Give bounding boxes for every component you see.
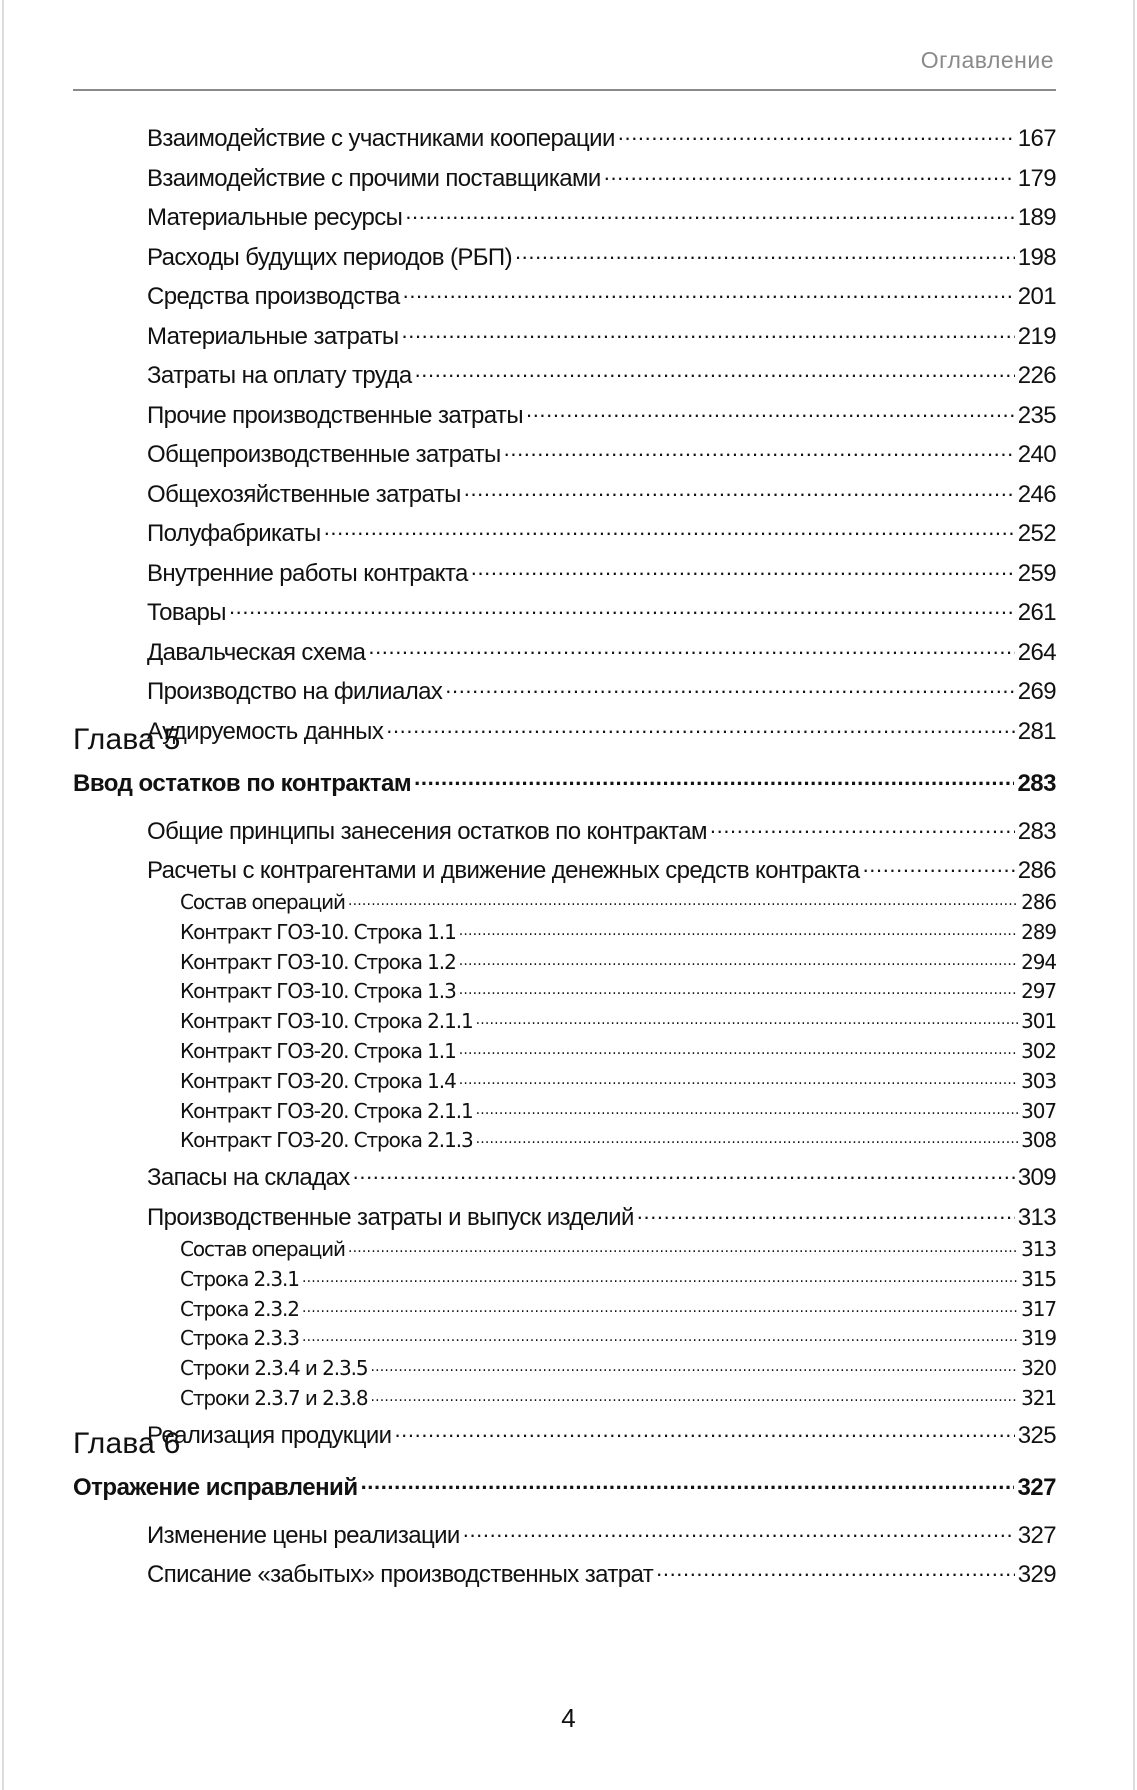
- toc-entry-title: Контракт ГОЗ-20. Строка 1.1: [180, 1039, 456, 1063]
- toc-entry[interactable]: [147, 1161, 1056, 1192]
- dot-leader: [526, 399, 1015, 423]
- dot-leader: [459, 1038, 1018, 1058]
- toc-entry-title: Средства производства: [147, 283, 400, 310]
- dot-leader: [229, 596, 1015, 620]
- toc-subentry[interactable]: [180, 1068, 1056, 1093]
- toc-entry[interactable]: [147, 517, 1056, 548]
- chapter-title-row[interactable]: [73, 767, 1056, 798]
- toc-entry-page: 329: [1017, 1561, 1056, 1589]
- toc-entry-page: 283: [1017, 769, 1056, 797]
- toc-entry[interactable]: [147, 596, 1056, 627]
- toc-entry-page: 240: [1017, 441, 1056, 468]
- dot-leader: [637, 1201, 1015, 1225]
- dot-leader: [476, 1127, 1019, 1147]
- toc-entry-title: Полуфабрикаты: [147, 520, 321, 547]
- toc-entry-title: Реализация продукции: [147, 1421, 392, 1449]
- toc-entry[interactable]: [147, 162, 1056, 193]
- toc-entry-title: Строка 2.3.2: [180, 1296, 299, 1321]
- toc-entry[interactable]: [147, 815, 1056, 846]
- toc-entry-page: 315: [1021, 1266, 1056, 1291]
- toc-entry-page: 308: [1021, 1128, 1056, 1153]
- toc-entry-page: 294: [1021, 949, 1056, 974]
- toc-entry-title: Производственные затраты и выпуск изделий: [147, 1203, 634, 1231]
- toc-entry[interactable]: [147, 715, 1056, 746]
- dot-leader: [302, 1325, 1018, 1345]
- dot-leader: [368, 636, 1014, 660]
- toc-entry-page: 301: [1021, 1009, 1056, 1034]
- toc-entry-page: 320: [1021, 1356, 1056, 1381]
- dot-leader: [476, 1008, 1019, 1028]
- toc-entry[interactable]: [147, 854, 1056, 885]
- toc-entry-page: 302: [1021, 1039, 1056, 1063]
- chapter-label: Глава 5: [73, 722, 181, 756]
- toc-entry-title: Контракт ГОЗ-10. Строка 1.1: [180, 919, 456, 944]
- toc-entry-title: Взаимодействие с прочими поставщиками: [147, 164, 601, 192]
- toc-entry-page: 321: [1021, 1385, 1056, 1410]
- dot-leader: [370, 1355, 1018, 1375]
- toc-entry-page: 235: [1017, 401, 1056, 429]
- toc-entry-title: Материальные ресурсы: [147, 204, 403, 231]
- toc-entry-title: Строка 2.3.1: [180, 1266, 299, 1291]
- chapter-title-row[interactable]: [73, 1471, 1056, 1502]
- dot-leader: [464, 478, 1015, 502]
- dot-leader: [353, 1161, 1015, 1185]
- dot-leader: [324, 517, 1015, 541]
- dot-leader: [459, 978, 1018, 998]
- toc-subentry[interactable]: [180, 1038, 1056, 1063]
- dot-leader: [604, 162, 1015, 186]
- toc-entry-title: Состав операций: [180, 1236, 345, 1261]
- dot-leader: [405, 201, 1014, 225]
- toc-entry[interactable]: [147, 1558, 1056, 1589]
- dot-leader: [414, 767, 1014, 791]
- toc-entry-title: Давальческая схема: [147, 638, 366, 666]
- dot-leader: [476, 1098, 1019, 1118]
- toc-entry[interactable]: [147, 1419, 1056, 1450]
- toc-subentry[interactable]: [180, 1355, 1056, 1380]
- toc-entry-page: 261: [1017, 599, 1056, 626]
- dot-leader: [415, 359, 1015, 383]
- toc-subentry[interactable]: [180, 1127, 1056, 1152]
- toc-entry[interactable]: [147, 241, 1056, 272]
- toc-entry-title: Контракт ГОЗ-10. Строка 2.1.1: [180, 1009, 473, 1034]
- toc-subentry[interactable]: [180, 1325, 1056, 1350]
- toc-subentry[interactable]: [180, 1266, 1056, 1291]
- toc-entry-title: Общехозяйственные затраты: [147, 480, 461, 508]
- toc-entry-title: Строки 2.3.4 и 2.3.5: [180, 1356, 368, 1381]
- toc-entry-title: Контракт ГОЗ-10. Строка 1.3: [180, 979, 456, 1004]
- toc-entry-title: Строка 2.3.3: [180, 1326, 299, 1351]
- toc-entry-page: 179: [1017, 164, 1056, 192]
- dot-leader: [656, 1558, 1015, 1582]
- toc-entry-page: 309: [1017, 1164, 1056, 1192]
- dot-leader: [394, 1419, 1014, 1443]
- toc-entry[interactable]: [147, 478, 1056, 509]
- chapter-label: Глава 6: [73, 1426, 181, 1460]
- toc-entry-page: 327: [1017, 1473, 1056, 1501]
- toc-entry-title: Отражение исправлений: [73, 1473, 358, 1501]
- toc-entry-title: Аудируемость данных: [147, 717, 384, 745]
- toc-subentry[interactable]: [180, 1296, 1056, 1321]
- toc-entry[interactable]: [147, 201, 1056, 232]
- toc-entry-page: 303: [1021, 1068, 1056, 1093]
- header-rule: [73, 89, 1056, 91]
- toc-entry-title: Расходы будущих периодов (РБП): [147, 243, 512, 271]
- toc-entry-title: Контракт ГОЗ-20. Строка 1.4: [180, 1068, 456, 1093]
- toc-entry-page: 219: [1017, 322, 1056, 350]
- toc-entry-title: Контракт ГОЗ-10. Строка 1.2: [180, 949, 456, 974]
- toc-entry[interactable]: [147, 1201, 1056, 1232]
- toc-entry-title: Внутренние работы контракта: [147, 559, 468, 587]
- toc-entry-page: 313: [1021, 1236, 1056, 1261]
- dot-leader: [618, 122, 1015, 146]
- toc-entry[interactable]: [147, 636, 1056, 667]
- toc-entry-title: Состав операций: [180, 890, 345, 914]
- toc-entry-title: Ввод остатков по контрактам: [73, 769, 412, 797]
- toc-entry[interactable]: [147, 1519, 1056, 1550]
- toc-subentry[interactable]: [180, 919, 1056, 944]
- dot-leader: [370, 1385, 1018, 1405]
- dot-leader: [348, 1236, 1018, 1256]
- toc-entry-title: Взаимодействие с участниками кооперации: [147, 125, 615, 152]
- toc-entry-page: 226: [1017, 362, 1056, 389]
- toc-entry-page: 189: [1017, 204, 1056, 231]
- toc-entry-page: 289: [1021, 919, 1056, 944]
- toc-entry-title: Прочие производственные затраты: [147, 401, 523, 429]
- dot-leader: [471, 557, 1015, 581]
- toc-entry-page: 246: [1017, 480, 1056, 508]
- toc-entry-page: 327: [1017, 1521, 1056, 1549]
- dot-leader: [504, 438, 1015, 462]
- toc-entry-title: Общие принципы занесения остатков по контрактам: [147, 817, 707, 845]
- toc-entry-page: 167: [1017, 125, 1056, 152]
- toc-entry[interactable]: [147, 280, 1056, 311]
- toc-entry-title: Материальные затраты: [147, 322, 399, 350]
- page-edge-right: [1133, 0, 1135, 1790]
- page-number: 4: [561, 1703, 576, 1733]
- toc-entry-title: Производство на филиалах: [147, 678, 443, 705]
- toc-entry-title: Расчеты с контрагентами и движение денежных средств контракта: [147, 857, 860, 884]
- toc-entry-title: Товары: [147, 599, 226, 626]
- toc-subentry[interactable]: [180, 978, 1056, 1003]
- dot-leader: [515, 241, 1015, 265]
- toc-subentry[interactable]: [180, 1236, 1056, 1261]
- toc-entry[interactable]: [147, 557, 1056, 588]
- dot-leader: [386, 715, 1015, 739]
- toc-entry-page: 201: [1017, 283, 1056, 310]
- toc-entry-page: 313: [1017, 1203, 1056, 1231]
- toc-entry[interactable]: [147, 675, 1056, 706]
- toc-entry-title: Общепроизводственные затраты: [147, 441, 501, 468]
- running-head: Оглавление: [920, 47, 1054, 73]
- toc-entry-title: Изменение цены реализации: [147, 1521, 460, 1549]
- dot-leader: [463, 1519, 1015, 1543]
- toc-entry-title: Контракт ГОЗ-20. Строка 2.1.1: [180, 1098, 473, 1123]
- toc-entry-page: 281: [1017, 717, 1056, 745]
- dot-leader: [302, 1296, 1018, 1316]
- toc-subentry[interactable]: [180, 1008, 1056, 1033]
- toc-entry-page: 286: [1017, 857, 1056, 884]
- toc-entry-page: 317: [1021, 1296, 1056, 1321]
- dot-leader: [459, 1068, 1018, 1088]
- toc-entry-title: Строки 2.3.7 и 2.3.8: [180, 1385, 368, 1410]
- toc-entry-title: Контракт ГОЗ-20. Строка 2.1.3: [180, 1128, 473, 1153]
- toc-subentry[interactable]: [180, 889, 1056, 914]
- page-edge-left: [2, 0, 4, 1790]
- toc-entry-title: Списание «забытых» производственных затрат: [147, 1561, 654, 1589]
- dot-leader: [402, 320, 1015, 344]
- toc-entry-page: 319: [1021, 1326, 1056, 1351]
- toc-entry-title: Запасы на складах: [147, 1164, 350, 1192]
- dot-leader: [302, 1266, 1018, 1286]
- toc-entry-page: 269: [1017, 678, 1056, 705]
- toc-entry-page: 198: [1017, 243, 1056, 271]
- toc-entry-page: 286: [1021, 890, 1056, 914]
- toc-subentry[interactable]: [180, 949, 1056, 974]
- toc-entry[interactable]: [147, 122, 1056, 153]
- dot-leader: [445, 675, 1014, 699]
- dot-leader: [361, 1471, 1015, 1495]
- dot-leader: [459, 949, 1018, 969]
- toc-subentry[interactable]: [180, 1385, 1056, 1410]
- toc-entry-page: 297: [1021, 979, 1056, 1004]
- dot-leader: [403, 280, 1015, 304]
- toc-entry[interactable]: [147, 399, 1056, 430]
- dot-leader: [459, 919, 1018, 939]
- toc-entry[interactable]: [147, 359, 1056, 390]
- toc-entry-page: 283: [1017, 817, 1056, 845]
- dot-leader: [710, 815, 1015, 839]
- dot-leader: [348, 889, 1018, 909]
- toc-entry-page: 325: [1017, 1421, 1056, 1449]
- toc-entry-page: 307: [1021, 1098, 1056, 1123]
- dot-leader: [863, 854, 1015, 878]
- toc-entry-page: 252: [1017, 520, 1056, 547]
- toc-entry[interactable]: [147, 320, 1056, 351]
- toc-entry-page: 264: [1017, 638, 1056, 666]
- toc-entry-title: Затраты на оплату труда: [147, 362, 412, 389]
- toc-subentry[interactable]: [180, 1098, 1056, 1123]
- toc-entry-page: 259: [1017, 559, 1056, 587]
- toc-entry[interactable]: [147, 438, 1056, 469]
